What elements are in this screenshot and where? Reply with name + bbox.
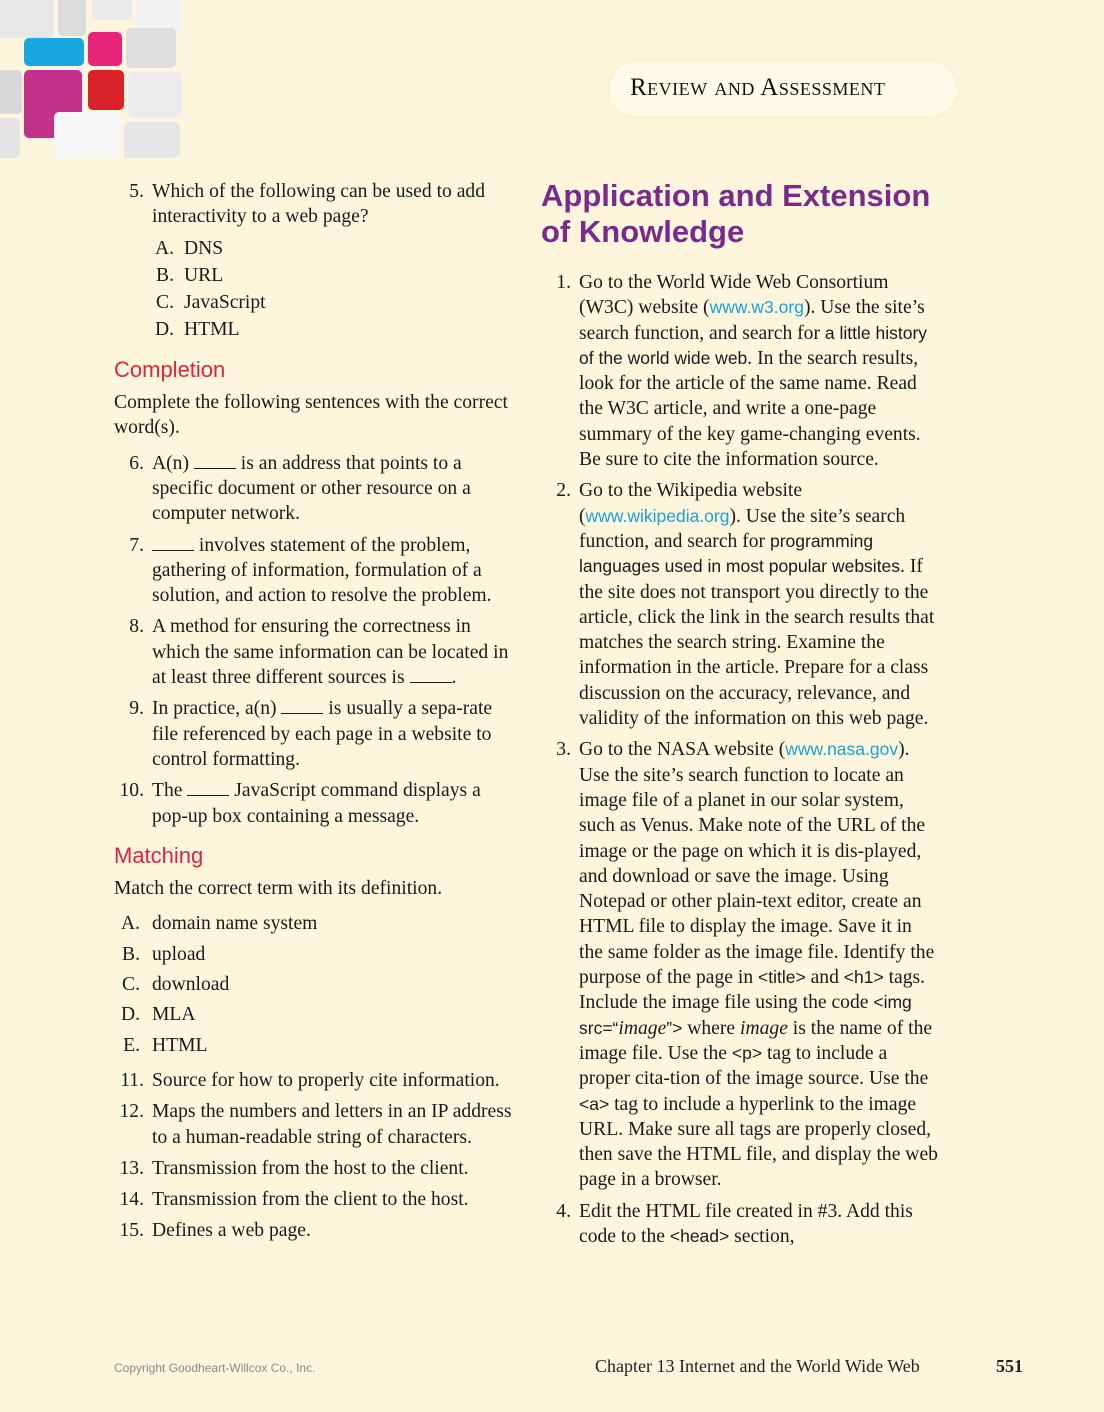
term — [114, 942, 512, 967]
question-number: 13. — [119, 1157, 144, 1179]
matching-intro: Match the correct term with its definition. — [114, 878, 443, 900]
code-tag: <h1> — [843, 967, 884, 988]
activity-text: and — [805, 967, 844, 989]
option-letter: C. — [156, 292, 174, 314]
code-tag: <head> — [669, 1225, 730, 1246]
term-letter: E. — [123, 1034, 140, 1056]
code-tag: ”> — [666, 1017, 683, 1038]
activity-number: 3. — [556, 739, 571, 761]
answer-blank — [281, 697, 323, 714]
question-text: involves statement of the problem, gathering of information, formulation of a solution, and action to resolve the problem. — [152, 534, 492, 607]
matching-heading: Matching — [114, 842, 204, 868]
activity-text: Go to the World Wide Web Consortium (W3C) website ( — [579, 272, 889, 319]
question-8 — [114, 614, 512, 690]
code-tag: <img src=“ — [579, 992, 912, 1038]
activity-2 — [541, 478, 939, 731]
option-text: JavaScript — [184, 292, 266, 314]
application-heading: Application and Extension of Knowledge — [541, 178, 931, 249]
question-text: Transmission from the host to the client. — [152, 1157, 469, 1179]
wikipedia-link[interactable]: www.wikipedia.org — [585, 505, 730, 526]
activity-text: Go to the NASA website ( — [579, 739, 786, 761]
question-text: . — [451, 667, 457, 689]
question-text: A method for ensuring the correctness in which the same information can be located in at least three different sources is — [152, 616, 509, 689]
term — [114, 1002, 512, 1027]
right-column — [541, 178, 939, 1255]
term-text: upload — [152, 943, 206, 965]
option — [152, 263, 512, 288]
question-5 — [114, 179, 512, 230]
page-number: 551 — [996, 1356, 1023, 1376]
term-text: MLA — [152, 1004, 196, 1026]
question-6 — [114, 451, 512, 527]
options-list — [114, 236, 512, 343]
term-letter: A. — [120, 913, 140, 935]
term — [114, 911, 512, 936]
activity-text: . In the search results, look for the article of the same name. Read the W3C article, and write a one-page summary of the key game-changing events. Be sure to cite the information source. — [579, 347, 921, 471]
question-text: Transmission from the client to the host. — [152, 1189, 469, 1211]
answer-blank — [152, 534, 194, 551]
question-text: A(n) — [152, 452, 194, 474]
activity-text: . If the site does not transport you directly to the article, click the link in the search results that matches the search string. Examine the information in the article. Prepare for a class discussion on the accuracy, relevance, and validity of the information on this web page. — [579, 556, 935, 730]
option-text: HTML — [184, 319, 240, 341]
question-12 — [114, 1099, 512, 1150]
question-text: Which of the following can be used to add interactivity to a web page? — [152, 181, 485, 228]
activity-text: section, — [729, 1225, 795, 1247]
activity-number: 2. — [556, 480, 571, 502]
question-number: 11. — [120, 1069, 144, 1091]
question-text: Source for how to properly cite information. — [152, 1069, 500, 1091]
question-number: 12. — [119, 1101, 144, 1123]
activity-3 — [541, 737, 939, 1192]
left-column — [114, 179, 512, 1250]
activity-number: 4. — [556, 1200, 571, 1222]
question-number: 6. — [129, 452, 144, 474]
term-text: download — [152, 974, 230, 996]
completion-intro: Complete the following sentences with the correct word(s). — [114, 392, 508, 439]
activity-text: ). Use the site’s search function, and search for — [579, 505, 906, 552]
activity-4 — [541, 1199, 939, 1250]
question-text: In practice, a(n) — [152, 698, 282, 720]
question-number: 15. — [119, 1220, 144, 1242]
question-number: 14. — [119, 1189, 144, 1211]
activity-text: tag to include a hyperlink to the image URL. Make sure all tags are properly closed, then save the HTML file, and display the web page in a browser. — [579, 1093, 938, 1191]
question-text: is an address that points to a specific document or other resource on a computer network. — [152, 452, 471, 525]
question-number: 7. — [129, 534, 144, 556]
activity-1 — [541, 270, 939, 472]
question-9 — [114, 696, 512, 772]
code-tag: <p> — [731, 1042, 763, 1063]
term-letter: B. — [122, 943, 140, 965]
code-variable: image — [740, 1017, 788, 1039]
question-14 — [114, 1187, 512, 1212]
term — [114, 972, 512, 997]
term-text: domain name system — [152, 913, 318, 935]
option-letter: B. — [156, 264, 174, 286]
corner-decoration — [0, 0, 186, 158]
question-text: JavaScript command displays a pop-up box containing a message. — [152, 780, 481, 827]
option-letter: D. — [154, 319, 174, 341]
w3c-link[interactable]: www.w3.org — [709, 297, 804, 318]
code-variable: image — [618, 1017, 667, 1039]
question-15 — [114, 1218, 512, 1243]
question-text: Defines a web page. — [152, 1220, 311, 1242]
term — [114, 1033, 512, 1058]
question-13 — [114, 1156, 512, 1181]
option-letter: A. — [154, 237, 174, 259]
activity-text: tags. Include the image file using the code — [579, 967, 926, 1014]
term-letter: C. — [122, 974, 140, 996]
option-text: URL — [184, 264, 224, 286]
activity-text: Edit the HTML file created in #3. Add this code to the — [579, 1200, 913, 1247]
search-term: a little history of the world wide web — [579, 322, 928, 368]
option — [152, 290, 512, 315]
term-text: HTML — [152, 1034, 208, 1056]
section-title: Review and Assessment — [630, 74, 886, 101]
activity-number: 1. — [556, 272, 571, 293]
question-text: The — [152, 780, 188, 802]
completion-heading: Completion — [114, 356, 226, 382]
activity-text: is the name of the image file. Use the — [579, 1017, 933, 1064]
answer-blank — [410, 666, 452, 683]
nasa-link[interactable]: www.nasa.gov — [785, 739, 899, 760]
term-letter: D. — [120, 1004, 140, 1026]
answer-blank — [194, 452, 236, 469]
activity-text: Go to the Wikipedia website ( — [579, 480, 803, 527]
terms-list — [114, 911, 512, 1057]
answer-blank — [187, 779, 229, 796]
question-text: is usually a sepa-rate file referenced by each page in a website to control formatting. — [152, 698, 493, 770]
question-10 — [114, 778, 512, 829]
activity-text: ). Use the site’s search function, and search for — [579, 297, 925, 344]
question-number: 8. — [129, 616, 144, 638]
question-text: Maps the numbers and letters in an IP address to a human-readable string of characters. — [152, 1101, 512, 1148]
option — [152, 236, 512, 261]
option — [152, 317, 512, 342]
code-tag: <title> — [758, 967, 806, 988]
activity-text: ). Use the site’s search function to locate an image file of a planet in our solar system, such as Venus. Make note of the URL of the image or the page on which it is dis-played, and download or save the image. Using Notepad or other plain-text editor, create an HTML file to display the image. Save it in the same folder as the image file. Identify the purpose of the page in — [579, 739, 935, 989]
option-text: DNS — [184, 237, 224, 259]
question-11 — [114, 1068, 512, 1093]
activity-text: tag to include a proper cita-tion of the image source. Use the — [579, 1042, 929, 1090]
copyright: Copyright Goodheart-Willcox Co., Inc. — [114, 1361, 316, 1375]
activity-text: where — [682, 1017, 740, 1039]
search-term: programming languages used in most popular websites — [579, 530, 901, 577]
question-number: 5. — [129, 181, 144, 202]
chapter-title: Chapter 13 Internet and the World Wide Web — [595, 1356, 920, 1376]
code-tag: <a> — [579, 1093, 610, 1114]
question-number: 9. — [129, 698, 144, 720]
question-7 — [114, 533, 512, 609]
question-number: 10. — [119, 780, 144, 802]
